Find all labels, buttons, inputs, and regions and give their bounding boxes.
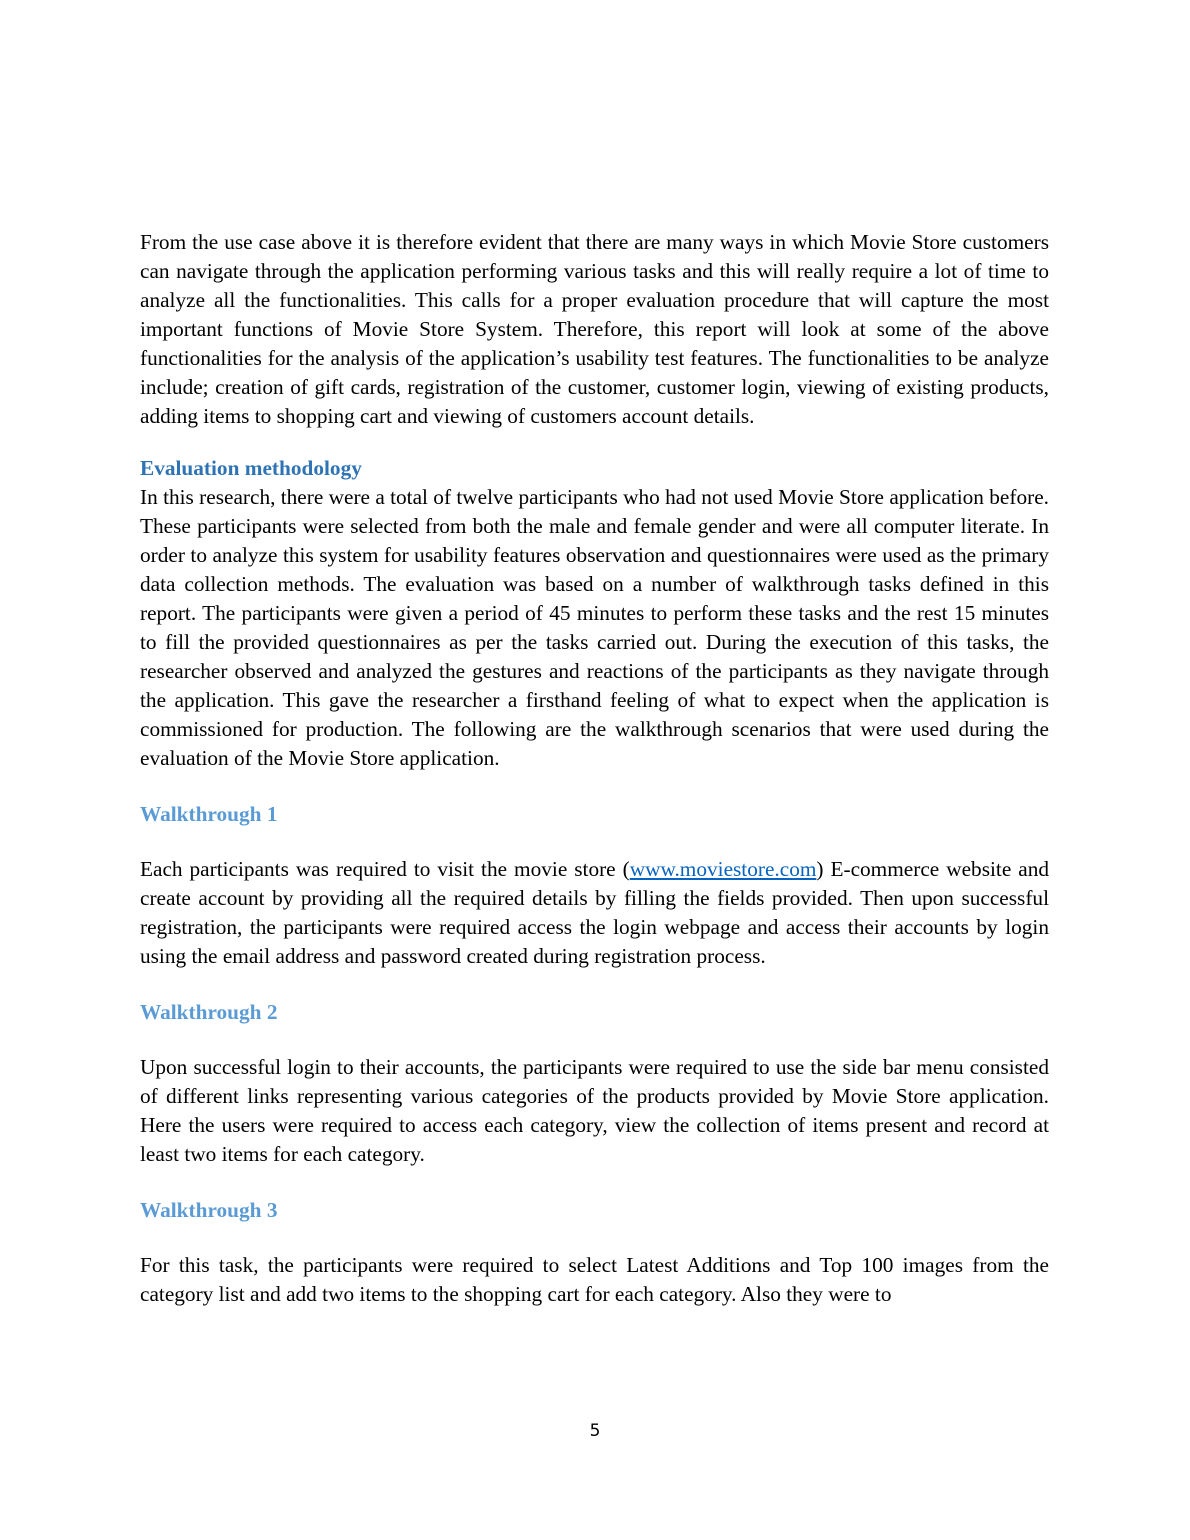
walkthrough-1-paragraph xyxy=(140,855,1049,971)
page-number: 5 xyxy=(589,1421,601,1441)
walkthrough-1-heading: Walkthrough 1 xyxy=(140,802,278,826)
evaluation-methodology-paragraph: In this research, there were a total of twelve participants who had not used Movie Store application before. These participants were selected from both the male and female gender and were all computer literate. In order to analyze this system for usability features observation and questionnaires were used as the primary data collection methods. The evaluation was based on a number of walkthrough tasks defined in this report. The participants were given a period of 45 minutes to perform these tasks and the rest 15 minutes to fill the provided questionnaires as per the tasks carried out. During the execution of this tasks, the researcher observed and analyzed the gestures and reactions of the participants as they navigate through the application. This gave the researcher a firsthand feeling of what to expect when the application is commissioned for production. The following are the walkthrough scenarios that were used during the evaluation of the Movie Store application. xyxy=(140,485,1049,770)
intro-paragraph: From the use case above it is therefore evident that there are many ways in which Movie Store customers can navigate through the application performing various tasks and this will really require a lot of time to analyze all the functionalities. This calls for a proper evaluation procedure that will capture the most important functions of Movie Store System. Therefore, this report will look at some of the above functionalities for the analysis of the application’s usability test features. The functionalities to be analyze include; creation of gift cards, registration of the customer, customer login, viewing of existing products, adding items to shopping cart and viewing of customers account details. xyxy=(140,230,1049,428)
evaluation-methodology-heading: Evaluation methodology xyxy=(140,456,362,480)
walkthrough-2-paragraph: Upon successful login to their accounts, the participants were required to use the side bar menu consisted of different links representing various categories of the products provided by Movie Store application. Here the users were required to access each category, view the collection of items present and record at least two items for each category. xyxy=(140,1055,1049,1166)
walkthrough-3-paragraph: For this task, the participants were required to select Latest Additions and Top 100 images from the category list and add two items to the shopping cart for each category. Also they were to xyxy=(140,1253,1049,1306)
walkthrough-1-text-before-link: Each participants was required to visit the movie store ( xyxy=(140,857,630,881)
moviestore-link[interactable]: www.moviestore.com xyxy=(629,857,817,881)
walkthrough-1-text-after-link: ) E-commerce website and create account by providing all the required details by filling the fields provided. Then upon successful registration, the participants were required access the login webpage and access their accounts by login using the email address and password created during registration process. xyxy=(140,857,1049,968)
walkthrough-2-heading: Walkthrough 2 xyxy=(140,1000,278,1024)
walkthrough-3-heading: Walkthrough 3 xyxy=(140,1198,278,1222)
document-page xyxy=(140,228,1049,1309)
